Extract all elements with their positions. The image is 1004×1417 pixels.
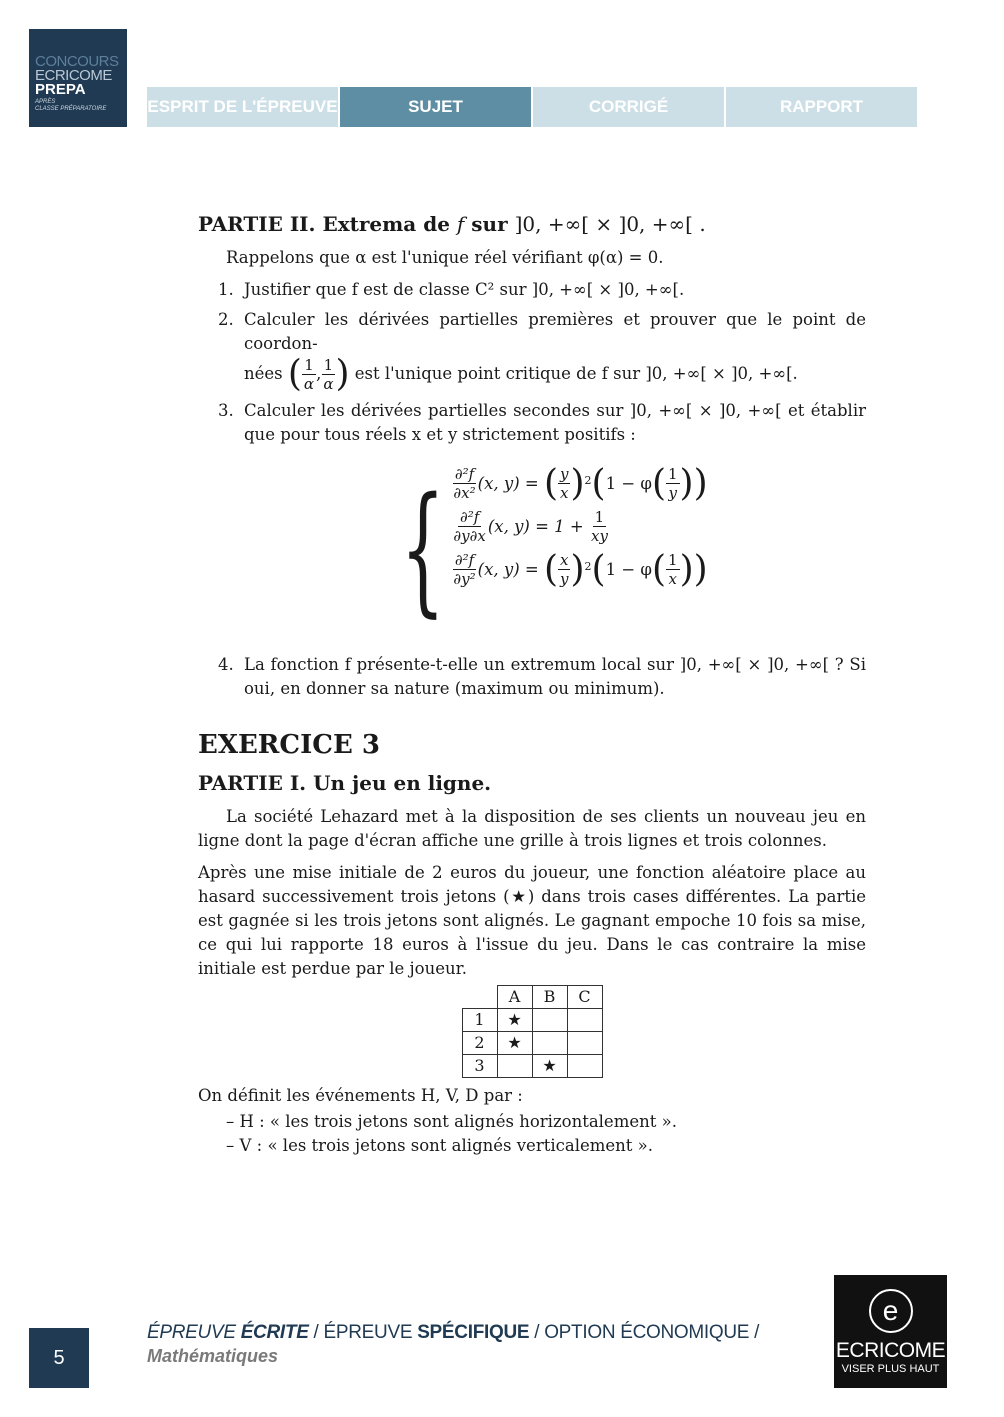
ecricome-e-icon: e: [869, 1289, 913, 1333]
ecricome-logo: [834, 1275, 947, 1388]
logo-line-apres: APRÈS: [35, 99, 56, 105]
fraction: $\frac{1}{\alpha}$: [323, 356, 334, 393]
partie2-title-mid: sur: [471, 212, 508, 236]
partie2-questions-cont: [198, 653, 866, 701]
logo-line-classe: CLASSE PRÉPARATOIRE: [35, 106, 107, 112]
paren-open: (: [287, 353, 302, 395]
header-tabs: [147, 87, 917, 127]
question-4: [198, 653, 866, 701]
logo-line-concours: CONCOURS: [35, 53, 119, 70]
question-text: Calculer les dérivées partielles premières et prouver que le point de coordon-: [244, 310, 866, 353]
question-number: 1.: [218, 280, 234, 299]
question-3: [198, 399, 866, 447]
exercice3-para1: La société Lehazard met à la disposition de ses clients un nouveau jeu en ligne dont la page d'écran affiche une grille à trois lignes et trois colonnes.: [198, 807, 866, 850]
grid-row: [462, 1032, 602, 1055]
game-grid: [462, 985, 603, 1078]
events-list: [198, 1110, 866, 1158]
grid-header-cell: B: [532, 986, 567, 1009]
question-1: [198, 278, 866, 302]
question-text-end: est l'unique point critique de f sur ]0, +∞[ × ]0, +∞[.: [354, 364, 798, 383]
partie2-intro: Rappelons que α est l'unique réel vérifiant φ(α) = 0.: [226, 248, 664, 267]
grid-row: [462, 1009, 602, 1032]
question-text: Calculer les dérivées partielles secondes sur ]0, +∞[ × ]0, +∞[ et établir que pour tous réels x et y strictement positifs :: [244, 401, 866, 444]
grid-cell: [532, 1032, 567, 1055]
game-grid-wrap: [198, 985, 866, 1078]
question-text-cont: nées: [244, 364, 283, 383]
tab-esprit[interactable]: ESPRIT DE L'ÉPREUVE: [147, 87, 338, 127]
question-2: 2. Calculer les dérivées partielles premières et prouver que le point de coordon- nées ( $\frac{1}{\alpha}$ , $\frac{1}{\alpha}$ ) est l'unique point critique de f sur ]0, +∞[ × ]0, +∞[.: [218, 310, 866, 395]
brand-name: ECRICOME: [835, 1339, 946, 1362]
tab-sujet[interactable]: SUJET: [340, 87, 531, 127]
grid-cell: [567, 1055, 602, 1078]
fraction: $\frac{1}{\alpha}$: [303, 356, 315, 393]
partie2-title-prefix: PARTIE II. Extrema de: [198, 212, 450, 236]
grid-header-cell: C: [567, 986, 602, 1009]
logo-line-prepa: PREPA: [35, 81, 86, 98]
grid-row: [462, 1055, 602, 1078]
brand-tagline: VISER PLUS HAUT: [841, 1363, 940, 1375]
page-number: 5: [29, 1328, 89, 1388]
grid-cell: [532, 1009, 567, 1032]
equation-system: [198, 462, 866, 635]
question-number: 3.: [218, 401, 234, 420]
grid-header-row: [462, 986, 602, 1009]
grid-cell: [497, 1055, 532, 1078]
paren-close: ): [335, 353, 350, 395]
grid-row-label: 3: [462, 1055, 497, 1078]
exercice3-para2: Après une mise initiale de 2 euros du joueur, une fonction aléatoire place au hasard successivement trois jetons (★) dans trois cases différentes. La partie est gagnée si les trois jetons sont alignés. Le gagnant empoche 10 fois sa mise, ce qui lui rapporte 18 euros à l'issue du jeu. Dans le cas contraire la mise initiale est perdue par le joueur.: [198, 863, 866, 978]
grid-row-label: 1: [462, 1009, 497, 1032]
footer-line-1: ÉPREUVE ÉCRITE / ÉPREUVE SPÉCIFIQUE / OPTION ÉCONOMIQUE /: [147, 1322, 760, 1343]
grid-cell: [462, 986, 497, 1009]
partie2-title: [198, 212, 866, 236]
logo-line-ecricome: ECRICOME: [35, 67, 112, 84]
left-brace: {: [400, 468, 446, 631]
tab-corrige[interactable]: CORRIGÉ: [533, 87, 724, 127]
concours-logo: [29, 29, 127, 127]
exercice3-title: EXERCICE 3: [198, 730, 380, 760]
grid-cell: ★: [532, 1055, 567, 1078]
events-intro: On définit les événements H, V, D par :: [198, 1086, 523, 1105]
grid-row-label: 2: [462, 1032, 497, 1055]
event-item: – H : « les trois jetons sont alignés horizontalement ».: [226, 1112, 677, 1131]
partie2-title-domain: ]0, +∞[ × ]0, +∞[ .: [514, 212, 706, 236]
question-number: 2.: [218, 310, 234, 329]
equation-1: $\frac{\text{∂²f}}{\text{∂x²}}$ (x, y) = ( $\frac{y}{x}$ ) 2 ( 1 − φ ( $\frac{1}{y}$ )): [453, 462, 708, 504]
footer-text: [147, 1322, 759, 1367]
question-number: 4.: [218, 655, 234, 674]
partie2-title-var: f: [456, 212, 465, 236]
question-text: Justifier que f est de classe C² sur ]0, +∞[ × ]0, +∞[.: [244, 280, 685, 299]
event-item: – V : « les trois jetons sont alignés verticalement ».: [226, 1136, 653, 1155]
grid-cell: ★: [497, 1032, 532, 1055]
grid-cell: ★: [497, 1009, 532, 1032]
equation-lines: [451, 462, 708, 635]
footer-subject: Mathématiques: [147, 1346, 279, 1366]
grid-header-cell: A: [497, 986, 532, 1009]
document-body: [198, 212, 866, 1158]
equation-2: $\frac{\text{∂²f}}{\partial y\partial x}$ (x, y) = 1 + $\frac{1}{xy}$: [453, 508, 608, 545]
tab-rapport[interactable]: RAPPORT: [726, 87, 917, 127]
question-text: La fonction f présente-t-elle un extremum local sur ]0, +∞[ × ]0, +∞[ ? Si oui, en donner sa nature (maximum ou minimum).: [244, 655, 866, 698]
grid-cell: [567, 1032, 602, 1055]
equation-3: $\frac{\text{∂²f}}{\text{∂y²}}$ (x, y) = ( $\frac{x}{y}$ ) 2 ( 1 − φ ( $\frac{1}{x}$ )): [453, 548, 708, 590]
grid-cell: [567, 1009, 602, 1032]
partie1-title: PARTIE I. Un jeu en ligne.: [198, 771, 492, 795]
partie2-questions: [198, 278, 866, 447]
